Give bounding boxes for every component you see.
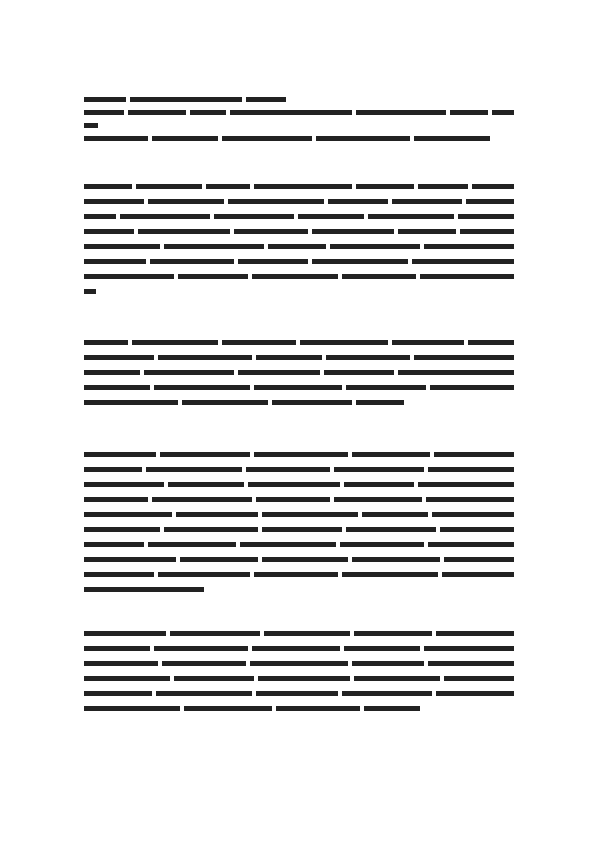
text-line: [84, 340, 514, 345]
paragraph-1: [84, 184, 514, 304]
text-line: [84, 557, 514, 562]
text-line: [84, 452, 514, 457]
paragraph-4: [84, 631, 514, 721]
text-line: [84, 289, 514, 294]
text-line: [84, 676, 514, 681]
text-line: [84, 527, 514, 532]
text-line: [84, 355, 514, 360]
text-line: [84, 400, 514, 405]
text-line: [84, 691, 514, 696]
byline: [84, 136, 514, 141]
text-line: [84, 467, 514, 472]
text-line: [84, 542, 514, 547]
paragraph-2: [84, 340, 514, 415]
text-line: [84, 572, 514, 577]
text-line: [84, 512, 514, 517]
text-line: [84, 706, 514, 711]
text-line: [84, 587, 514, 592]
text-line: [84, 646, 514, 651]
paragraph-3: [84, 452, 514, 602]
title-line: [84, 97, 514, 102]
text-line: [84, 229, 514, 234]
text-line: [84, 370, 514, 375]
subtitle-line-1: [84, 110, 514, 115]
text-line: [84, 199, 514, 204]
text-line: [84, 482, 514, 487]
text-line: [84, 244, 514, 249]
document-header: [84, 97, 514, 149]
text-line: [84, 631, 514, 636]
text-line: [84, 497, 514, 502]
text-line: [84, 214, 514, 219]
text-line: [84, 184, 514, 189]
text-line: [84, 385, 514, 390]
text-line: [84, 259, 514, 264]
text-line: [84, 274, 514, 279]
text-line: [84, 661, 514, 666]
subtitle-line-2: [84, 123, 514, 128]
